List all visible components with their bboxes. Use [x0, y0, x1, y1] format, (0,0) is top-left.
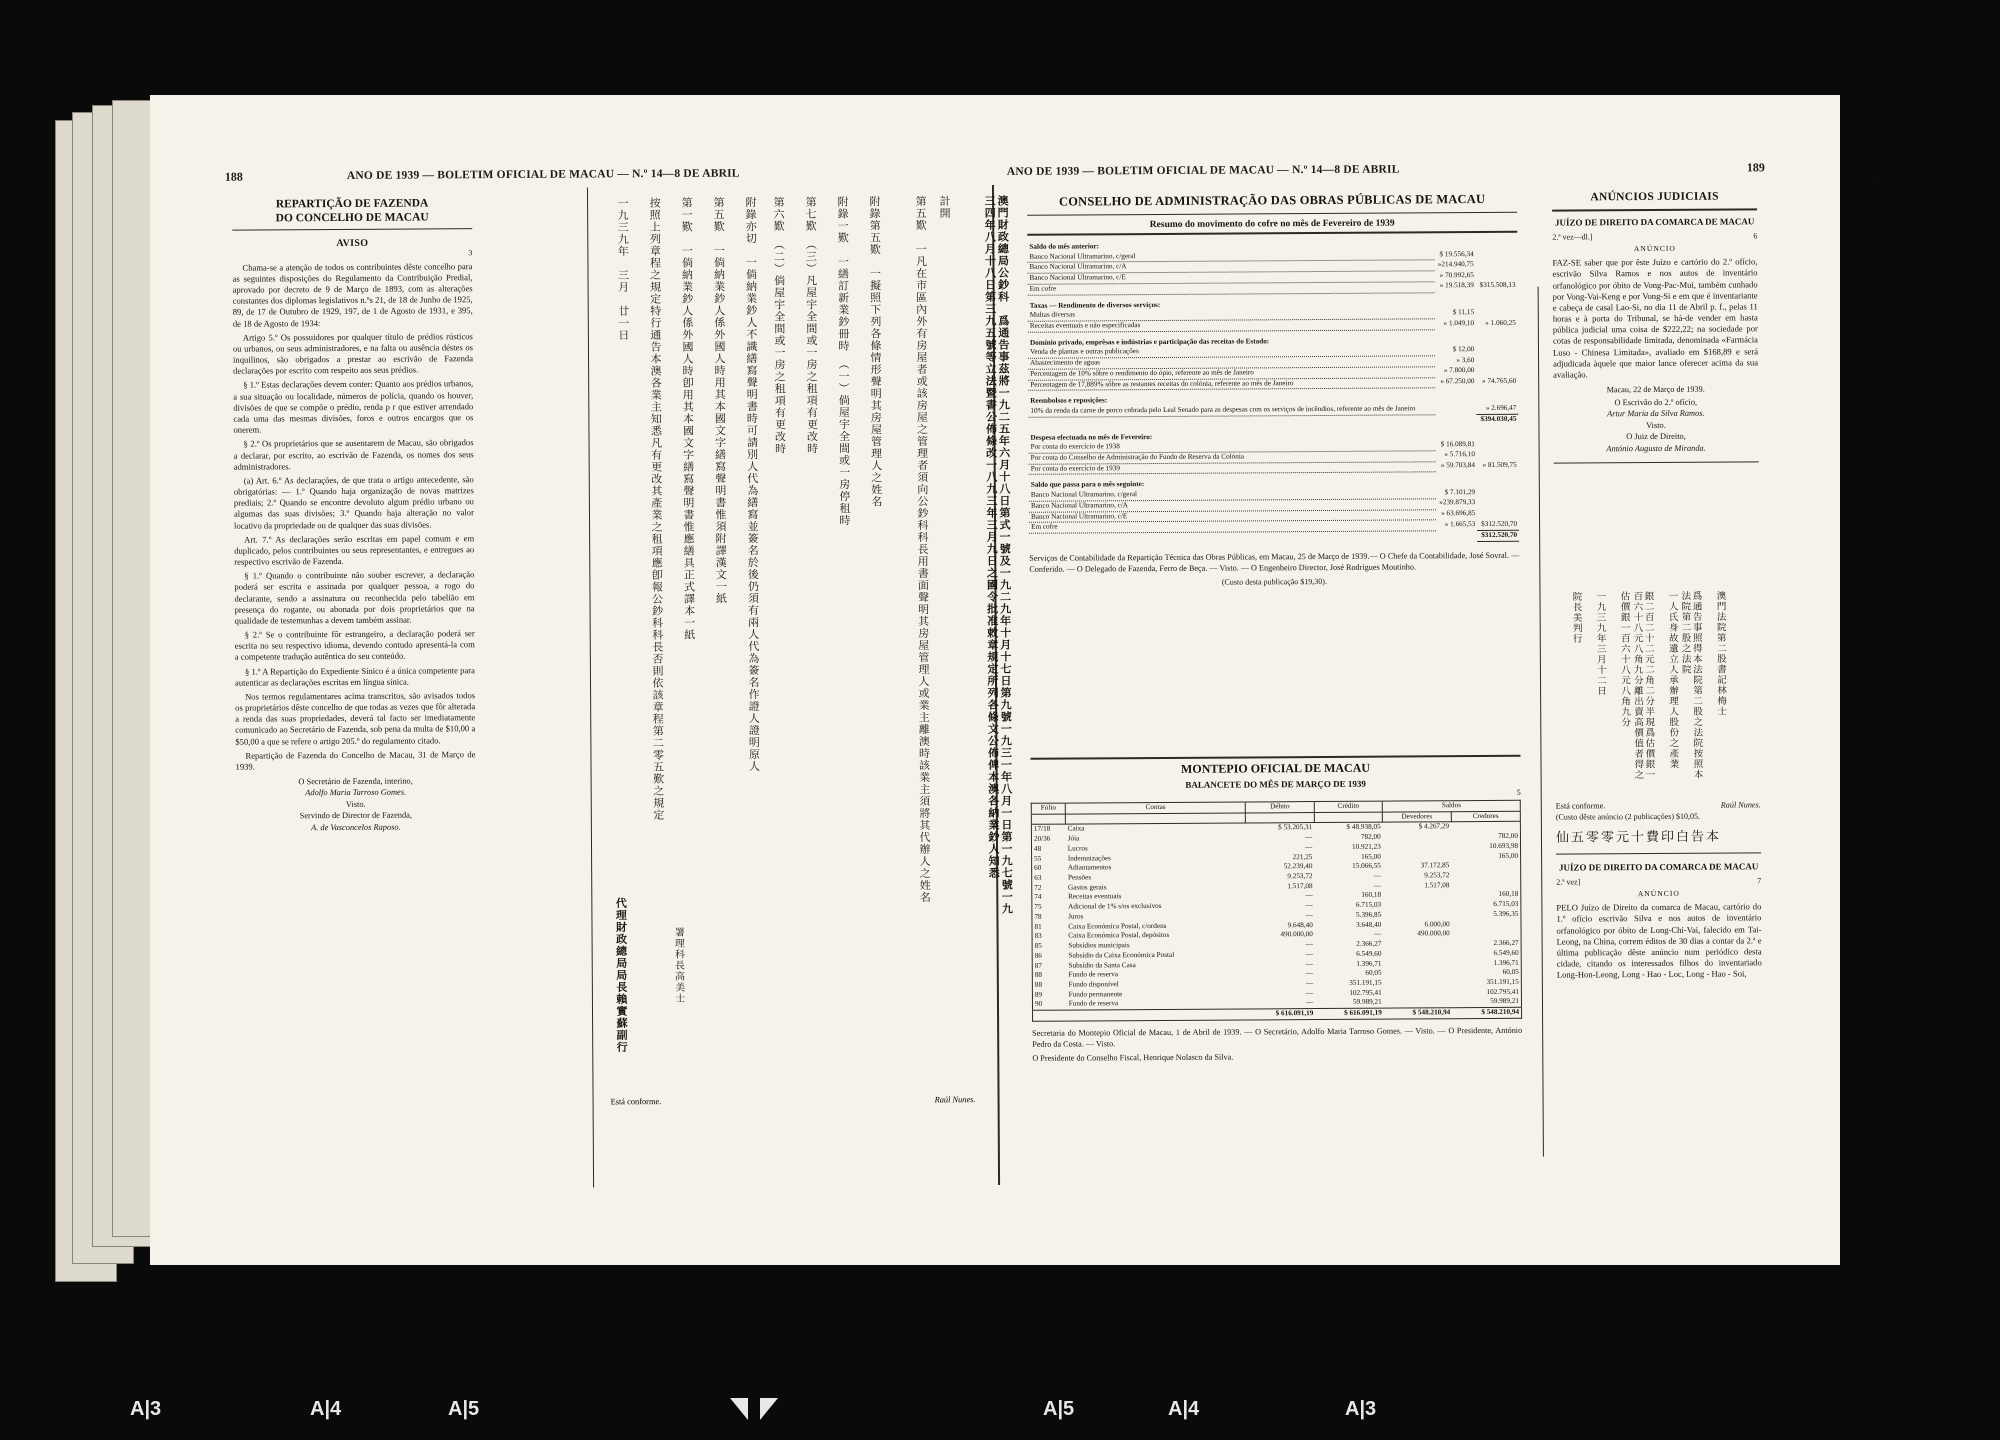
table-row: 60 Adiantamentos 52.239,40 15.066,55 37.172,85	[1034, 861, 1450, 873]
cjk-column: 按照上列章程之規定特行通告本澳各業主知悉凡有更改其產業之租項應卽報公鈔科科長否則依該章程第二零五歎之規定	[648, 197, 665, 822]
table-row: Percentagem de 17,889% sôbre as restantes receitas do colónia, referente ao mês de Janeiro » 67.250,00 » 74.765,60	[1028, 377, 1518, 391]
column-rule	[587, 187, 594, 1187]
left-running-header: ANO DE 1939 — BOLETIM OFICIAL DE MACAU — N.º 14—8 DE ABRIL	[346, 167, 740, 182]
notice-place-date: Macau, 22 de Março de 1939.	[1606, 384, 1705, 395]
notice-label: ANÚNCIO	[1633, 244, 1676, 254]
cjk-column: 估價銀一百六十八元八角九分	[1618, 591, 1631, 728]
publication-cost: (Custo desta publicação $19,30).	[1221, 576, 1327, 587]
film-mark: A|4	[310, 1398, 342, 1420]
section-obras-publicas	[1027, 192, 1519, 588]
notice-number: 7	[1757, 876, 1762, 886]
table-subheader-row: Devedores Credores	[1031, 811, 1520, 825]
table-row: Multas diversas $ 11,15	[1028, 308, 1518, 321]
table-row: 10% da renda da carne de porco cobrada pelo Leal Senado para as despesas com os serviços de incêndios, referente ao mês de Janeiro » 2.696,47	[1028, 404, 1518, 417]
film-arrow-left-icon	[730, 1398, 748, 1420]
court-heading: JUÍZO DE DIREITO DA COMARCA DE MACAU	[1554, 216, 1755, 228]
table-row: Banco Nacional Ultramarino, c/A »214.940,75	[1027, 260, 1517, 274]
table-section-heading: Saldo que passa para o mês seguinte:	[1030, 480, 1145, 490]
document-page	[150, 95, 1840, 1265]
notice-sequence: 2.ª vez]	[1556, 877, 1581, 887]
notice-label: AVISO	[336, 237, 369, 249]
cjk-column: 第七歎 （三）凡屋宇全間或一房之租項有更改時	[804, 196, 819, 455]
notice-number: 3	[468, 247, 473, 257]
column-rule	[1538, 287, 1544, 1157]
cjk-column: 一人氏身故遺立人承辦理人股份之產業	[1666, 590, 1679, 770]
judicial-chinese-notice	[1559, 591, 1726, 782]
column-repartição-fazenda	[232, 196, 476, 833]
left-folio: 188	[224, 169, 243, 184]
section-subtitle: DO CONCELHO DE MACAU	[275, 211, 429, 225]
table-row: 88 Fundo de reserva — 60,05 60,05	[1034, 968, 1519, 979]
cjk-column: 附錄亦切 一倘納業鈔人不識繕寫聲明書時可請別人代為繕寫並簽名於後仍須有兩人代為簽名作證人證明原人	[744, 196, 761, 773]
film-mark: A|3	[1345, 1398, 1377, 1420]
table-row: 55 Indemnizações 221,25 165,00 165,00	[1034, 851, 1519, 863]
judicial-title: ANÚNCIOS JUDICIAIS	[1590, 190, 1719, 204]
montepio-footer-2: O Presidente do Conselho Fiscal, Henrique Nolasco da Silva.	[1032, 1052, 1234, 1063]
table-row: Venda de plantas e outras publicações $ 12,00	[1028, 345, 1518, 358]
table-row: 89 Fundo permanente — 102.795,41 102.795,41	[1034, 987, 1519, 999]
montepio-number: 5	[1516, 787, 1521, 797]
table-section-heading: Despesa efectuada no mês de Fevereiro:	[1030, 432, 1153, 442]
table-row: 48 Lucros — 10.921,23 10.693,98	[1034, 841, 1519, 853]
table-row: 78 Juros — 5.396,85 5.396,35	[1034, 909, 1519, 921]
publication-cost: (Custo dêste anúncio (2 publicações) $10,05.	[1555, 811, 1701, 822]
table-row: 86 Subsídio da Caixa Económica Postal — 6.549,60 6.549,60	[1034, 948, 1519, 960]
signature-role: O Escrivão do 2.º ofício,	[1614, 397, 1698, 408]
notice-label: ANÚNCIO	[1637, 889, 1680, 899]
paragraph: § 1.º Quando o contribuinte não souber escrever, a declaração poderá ser escrita e assinada por qualquer pessoa, a rogo do declarante, sendo a assinatura ou reconhecida pelo tabelião em presença do rogante, ou abonada por dois proprietários que na qualidade de testemunhas a devem também assinar.	[234, 569, 475, 626]
paragraph: Repartição de Fazenda do Concelho de Macau, 31 de Março de 1939.	[235, 748, 476, 772]
table-section-heading: Reembolsos e reposições:	[1030, 396, 1108, 406]
table-row: 75 Adicional de 1% s/os exclusivos — 6.715,03 6.715,03	[1034, 899, 1519, 911]
film-mark: A|5	[448, 1398, 480, 1420]
paragraph: § 1.º Estas declarações devem conter: Quanto aos prédios urbanos, a sua situação ou localidade, números de polícia, quando os houver, divisões de que se compõe o prédio, renda p r que estiver arrendado cada uma das mesmas divisões, foros e outros encargos que os onerem.	[233, 378, 474, 435]
table-section-heading: Domínio privado, emprêsas e indústrias e participação das receitas do Estado:	[1029, 337, 1270, 347]
table-section-heading: Saldo do mês anterior:	[1029, 242, 1100, 251]
left-page-signature: Raúl Nunes.	[934, 1095, 976, 1105]
paragraph: (a) Art. 6.º As declarações, de que trata o artigo antecedente, são obrigatórias: — 1.º Quando haja organização de novas matrizes prediais; 2.º Quando se encontre devoluto algum prédio urbano ou algumas das suas divisões; 3.º Quando haja alteração no valor locativo da propriedade ou de qualquer das suas divisões.	[233, 474, 474, 531]
paragraph: Art. 7.º As declarações serão escritas em papel comum e em duplicado, pelos contribuintes ou seus representantes, e entregues ao respectivo escrivão de Fazenda.	[234, 532, 475, 567]
montepio-subtitle: BALANCETE DO MÊS DE MARÇO DE 1939	[1185, 778, 1366, 790]
conformity-name: Raúl Nunes.	[1720, 800, 1761, 810]
signature-name: Adolfo Maria Tarroso Gomes.	[305, 788, 407, 798]
signature-name: Artur Maria da Silva Ramos.	[1607, 409, 1705, 419]
court-heading: JUÍZO DE DIREITO DA COMARCA DE MACAU	[1558, 861, 1759, 873]
cjk-column: 爲通告事照得本法院第二股之法院按照本法院第二股之法院	[1679, 590, 1703, 780]
table-row: 85 Subsídios municipais — 2.366,27 2.366,27	[1034, 938, 1519, 950]
cjk-column: 銀二百二十二元二角二分半現爲估價銀一百六十八元八角九分離出賣高價值者得之	[1631, 590, 1655, 781]
obras-table	[1027, 236, 1519, 545]
cjk-signature-small: 署理科長高美士	[672, 926, 684, 1004]
table-row: Banco Nacional Ultramarino, c/E » 70.992,65	[1028, 270, 1518, 284]
cjk-column: 澳門法院第二股書記林梅士	[1714, 590, 1727, 717]
film-mark: A|4	[1168, 1398, 1200, 1420]
notice-sequence: 2.ª vez—dl.]	[1552, 232, 1593, 242]
table-row: 90 Fundo de reserva — 59.989,21 59.989,21	[1034, 997, 1519, 1009]
paragraph: Chama-se a atenção de todos os contribuintes dêste concelho para as seguintes disposições do Regulamento da Contribuição Predial, aprovado por decreto de 9 de Março de 1893, com as alterações constantes dos diplomas legislativos n.ºs 21, de 18 de Junho de 1925, 89, de 17 de Outubro de 1929, 197, de 1 de Agosto de 1931, e 395, de 18 de Agosto de 1934:	[232, 260, 473, 329]
table-row: Banco Nacional Ultramarino, c/geral $ 19.556,34	[1027, 250, 1517, 263]
section-montepio	[1030, 752, 1522, 1064]
table-header-row: Fólio Contas Débito Crédito Saldos	[1031, 800, 1520, 814]
table-row: 83 Caixa Económica Postal, depósitos 490.000,00 — 490.000,00	[1034, 929, 1450, 941]
notice-body: PELO Juízo de Direito da comarca de Macau, cartório do 1.º ofício escrivão Silva e nos autos de inventário orfanológico por óbito de Long-Chi-Vai, falecido em Tai-Leong, na China, correm éditos de 30 dias a contar da 2.ª e última publicação dêste anúncio num periódico desta cidade, citando os interessados filhos do inventariado Long-Hon-Leong, Long - Hao - Loc, Long - Hao - Soi,	[1556, 901, 1762, 980]
paragraph: Artigo 5.º Os possuidores por qualquer título de prédios rústicos ou urbanos, ou seus administradores, e na falta ou ausência déstes os inquilinos, são obrigados a prestar ao escrivão de Fazenda declarações por escrito com respeito aos seus prédios.	[232, 330, 474, 376]
table-row: 87 Subsídio da Santa Casa — 1.396,71 1.396,71	[1034, 958, 1519, 970]
cjk-column: 澳門財政總局公鈔科 爲通告事茲將一九二五年六月十八日第式一號及一九二九年十月十七日第九號一九三一年八月一日第一九七號一九三四年八月十八日第三九五號等立法暨書公佈條改一八九三年三月九日之國令批准敕章規定所列各條文公佈俾本澳各納業鈔人知悉	[983, 194, 1014, 915]
conformity-note: Está conforme.	[610, 1097, 662, 1107]
chinese-notice-block	[602, 195, 1012, 917]
cjk-publication-cost: 仙五零零元十費印白告本	[1555, 829, 1722, 846]
signature-role: Servindo de Director de Fazenda,	[299, 810, 412, 821]
table-row: 63 Pensões 9.253,72 — 9.253,72	[1034, 871, 1450, 882]
table-total-row: $ 616.091,19 $ 616.091,19 $ 548.210,94 $ 548.210,94	[1033, 1007, 1522, 1021]
table-row: Em cofre » 19.518,39 $315.508,13	[1028, 281, 1518, 295]
table-row: Banco Nacional Ultramarino, c/A »239.879,33	[1029, 498, 1519, 512]
signature-name: António Augusto de Miranda.	[1606, 443, 1706, 453]
table-row: Por conta do exercício de 1938 $ 16.089,81	[1029, 440, 1519, 453]
section-title: REPARTIÇÃO DE FAZENDA	[275, 197, 429, 211]
paragraph: § 2.º Se o contribuinte fôr estrangeiro, a declaração poderá ser escrita no seu respectivo idioma, devendo contudo apresentá-la com a competente tradução autêntica do seu conteúdo.	[234, 628, 475, 663]
visto-label: Visto.	[345, 799, 366, 809]
table-row: Por conta do Conselho de Administração do Fundo de Reserva da Colónia » 5.716,10	[1029, 450, 1519, 464]
cjk-column: 附錄第五歎 一擬照下列各條情形聲明其房屋管理人之姓名	[868, 195, 883, 508]
cjk-signature-block: 代理財政總局局長賴實蘇副行	[614, 897, 629, 1054]
cjk-column: 院長美判行	[1570, 591, 1582, 644]
cjk-column: 計開	[938, 195, 952, 220]
cjk-column: 第一歎 一倘納業鈔人係外國人時卽用其本國文字繕寫聲明書惟應繕具正式譯本一紙	[680, 196, 696, 641]
montepio-footer: Secretaria do Montepio Oficial de Macau, 1 de Abril de 1939. — O Secretário, Adolfo Maria Tarroso Gomes. — Visto. — O Presidente, António Pedro da Costa. — Visto.	[1032, 1025, 1523, 1049]
visto-label: Visto.	[1646, 420, 1666, 430]
film-arrow-right-icon	[760, 1398, 778, 1420]
table-row: Receitas eventuais e não especificadas » 1.049,10 » 1.060,25	[1028, 318, 1518, 332]
judicial-conformity	[1556, 800, 1762, 981]
obras-footer: Serviços de Contabilidade da Repartição Técnica das Obras Públicas, em Macau, 25 de Março de 1939.— O Chefe da Contabilidade, José Sovral. — Conferido. — O Delegado de Fazenda, Ferro de Beça. — Visto. — O Engenheiro Director, José Rodrigues Moutinho.	[1029, 550, 1520, 574]
obras-title: CONSELHO DE ADMINISTRAÇÃO DAS OBRAS PÚBLICAS DE MACAU	[1058, 191, 1486, 209]
table-row: 17/18 Caixa $ 53.205,31 $ 48.938,05 $ 4.267,29	[1033, 822, 1450, 834]
paragraph: § 2.º Os proprietários que se ausentarem de Macau, são obrigados a declarar, por escrito, ao escrivão de Fazenda, os nomes dos seus administradores.	[233, 437, 474, 472]
notice-number: 6	[1753, 231, 1758, 241]
notice-body	[232, 261, 475, 773]
paragraph: Nos termos regulamentares acima transcritos, são avisados todos os proprietários dêste concelho de que todas as vezes que fôr alterada a renda das suas propriedades, deverá tal facto ser imediatamente comunicado ao Secretário de Fazenda, sob pena da multa de $10,00 a $50,00 a que se refere o artigo 205.º do regulamento citado.	[235, 690, 476, 747]
table-total: $312.520,70	[1029, 530, 1519, 544]
right-folio: 189	[1746, 160, 1765, 175]
paragraph: § 1.º A Repartição do Expediente Sínico é a única competente para autenticar as declarações escritas em língua sínica.	[234, 664, 475, 688]
cjk-column: 第五歎 一凡在市區內外有房屋者或該房屋之管理者須向公鈔科科長用書面聲明其房屋管理人或業主離澳時該業主須將其代辦人之姓名	[914, 195, 932, 904]
table-row: Em cofre » 1.665,53 $312.520,70	[1029, 520, 1519, 534]
column-anuncios-judiciais	[1552, 190, 1759, 471]
table-row: 88 Fundo disponível — 351.191,15 351.191,15	[1034, 977, 1519, 989]
table-row: 74 Receitas eventuais — 160,18 160,18	[1034, 890, 1519, 902]
table-row: 81 Caixa Económica Postal, c/ordens 9.648,40 3.648,40 6.000,00	[1034, 919, 1450, 931]
film-mark: A|3	[130, 1398, 162, 1420]
signature-role: O Secretário de Fazenda, interino,	[298, 776, 413, 787]
cjk-column: 第五歎 一倘納業鈔人係外國人時用其本國文字繕寫聲明書惟須附譯漢文一紙	[712, 196, 728, 605]
table-row: Banco Nacional Ultramarino, c/geral $ 7.101,29	[1029, 488, 1519, 501]
cjk-column: 附錄一歎 一繕訂新業鈔冊時 （一）倘屋宇全間或一房停租時	[836, 195, 852, 527]
film-mark: A|5	[1043, 1398, 1075, 1420]
table-row: Percentagem de 10% sôbre o rendimento do ópio, referente ao mês de Janeiro » 7.800,00	[1028, 366, 1518, 380]
conformity-note: Está conforme.	[1555, 801, 1606, 811]
table-total: $394.030,45	[1028, 414, 1518, 427]
table-row: 20/36 Jóia — 782,00 782,00	[1033, 831, 1518, 843]
cjk-column: 一九三九年 三月 廿一日	[616, 197, 630, 342]
cjk-column: 一九三九年三月十二日	[1594, 591, 1607, 697]
table-row: 72 Gastos gerais 1.517,08 — 1.517,08	[1034, 880, 1450, 892]
table-row: Abastecimento de aguas » 3,60	[1028, 355, 1518, 369]
signature-name: A. de Vasconcelos Raposo.	[311, 822, 401, 832]
column-rule	[1877, 180, 1878, 181]
right-running-header: ANO DE 1939 — BOLETIM OFICIAL DE MACAU — N.º 14—8 DE ABRIL	[1006, 163, 1400, 178]
notice-body: FAZ-SE saber que por êste Juízo e cartório do 2.º ofício, escrivão Silva Ramos e nos autos de inventário orfanológico por óbito de Vong-Pac-Mui, também cunhado por Vong-Vai-Keng e por Vong-Si e em que é inventariante e cabeça de casal Lao-Si, no dia 11 de Abril p. f., pelas 11 horas e à porta do Tribunal, se há-de vender em hasta pública judicial uma coisa de $222,22; na sociedade por cotas de responsabilidade limitada, denominada «Farmácia Luso - Chinesa Limitada», avaliado em $168,89 e será adjudicada àquele que maior lance oferecer acima da sua avaliação.	[1552, 256, 1759, 380]
table-row: Banco Nacional Ultramarino, c/E » 63.696,85	[1029, 509, 1519, 523]
table-row: Por conta do exercício de 1939 » 59.703,84 » 81.509,75	[1029, 461, 1519, 475]
cjk-column: 第六歎 （二）倘屋宇全間或一房之租項有更改時	[772, 196, 787, 455]
obras-subtitle: Resumo do movimento do cofre no mês de Fevereiro de 1939	[1149, 218, 1395, 231]
montepio-title: MONTEPIO OFICIAL DE MACAU	[1180, 760, 1371, 776]
table-section-heading: Taxas — Rendimento de diversos serviços:	[1029, 300, 1161, 310]
signature-role: O Juiz de Direito,	[1626, 431, 1686, 442]
montepio-table	[1031, 800, 1522, 1022]
